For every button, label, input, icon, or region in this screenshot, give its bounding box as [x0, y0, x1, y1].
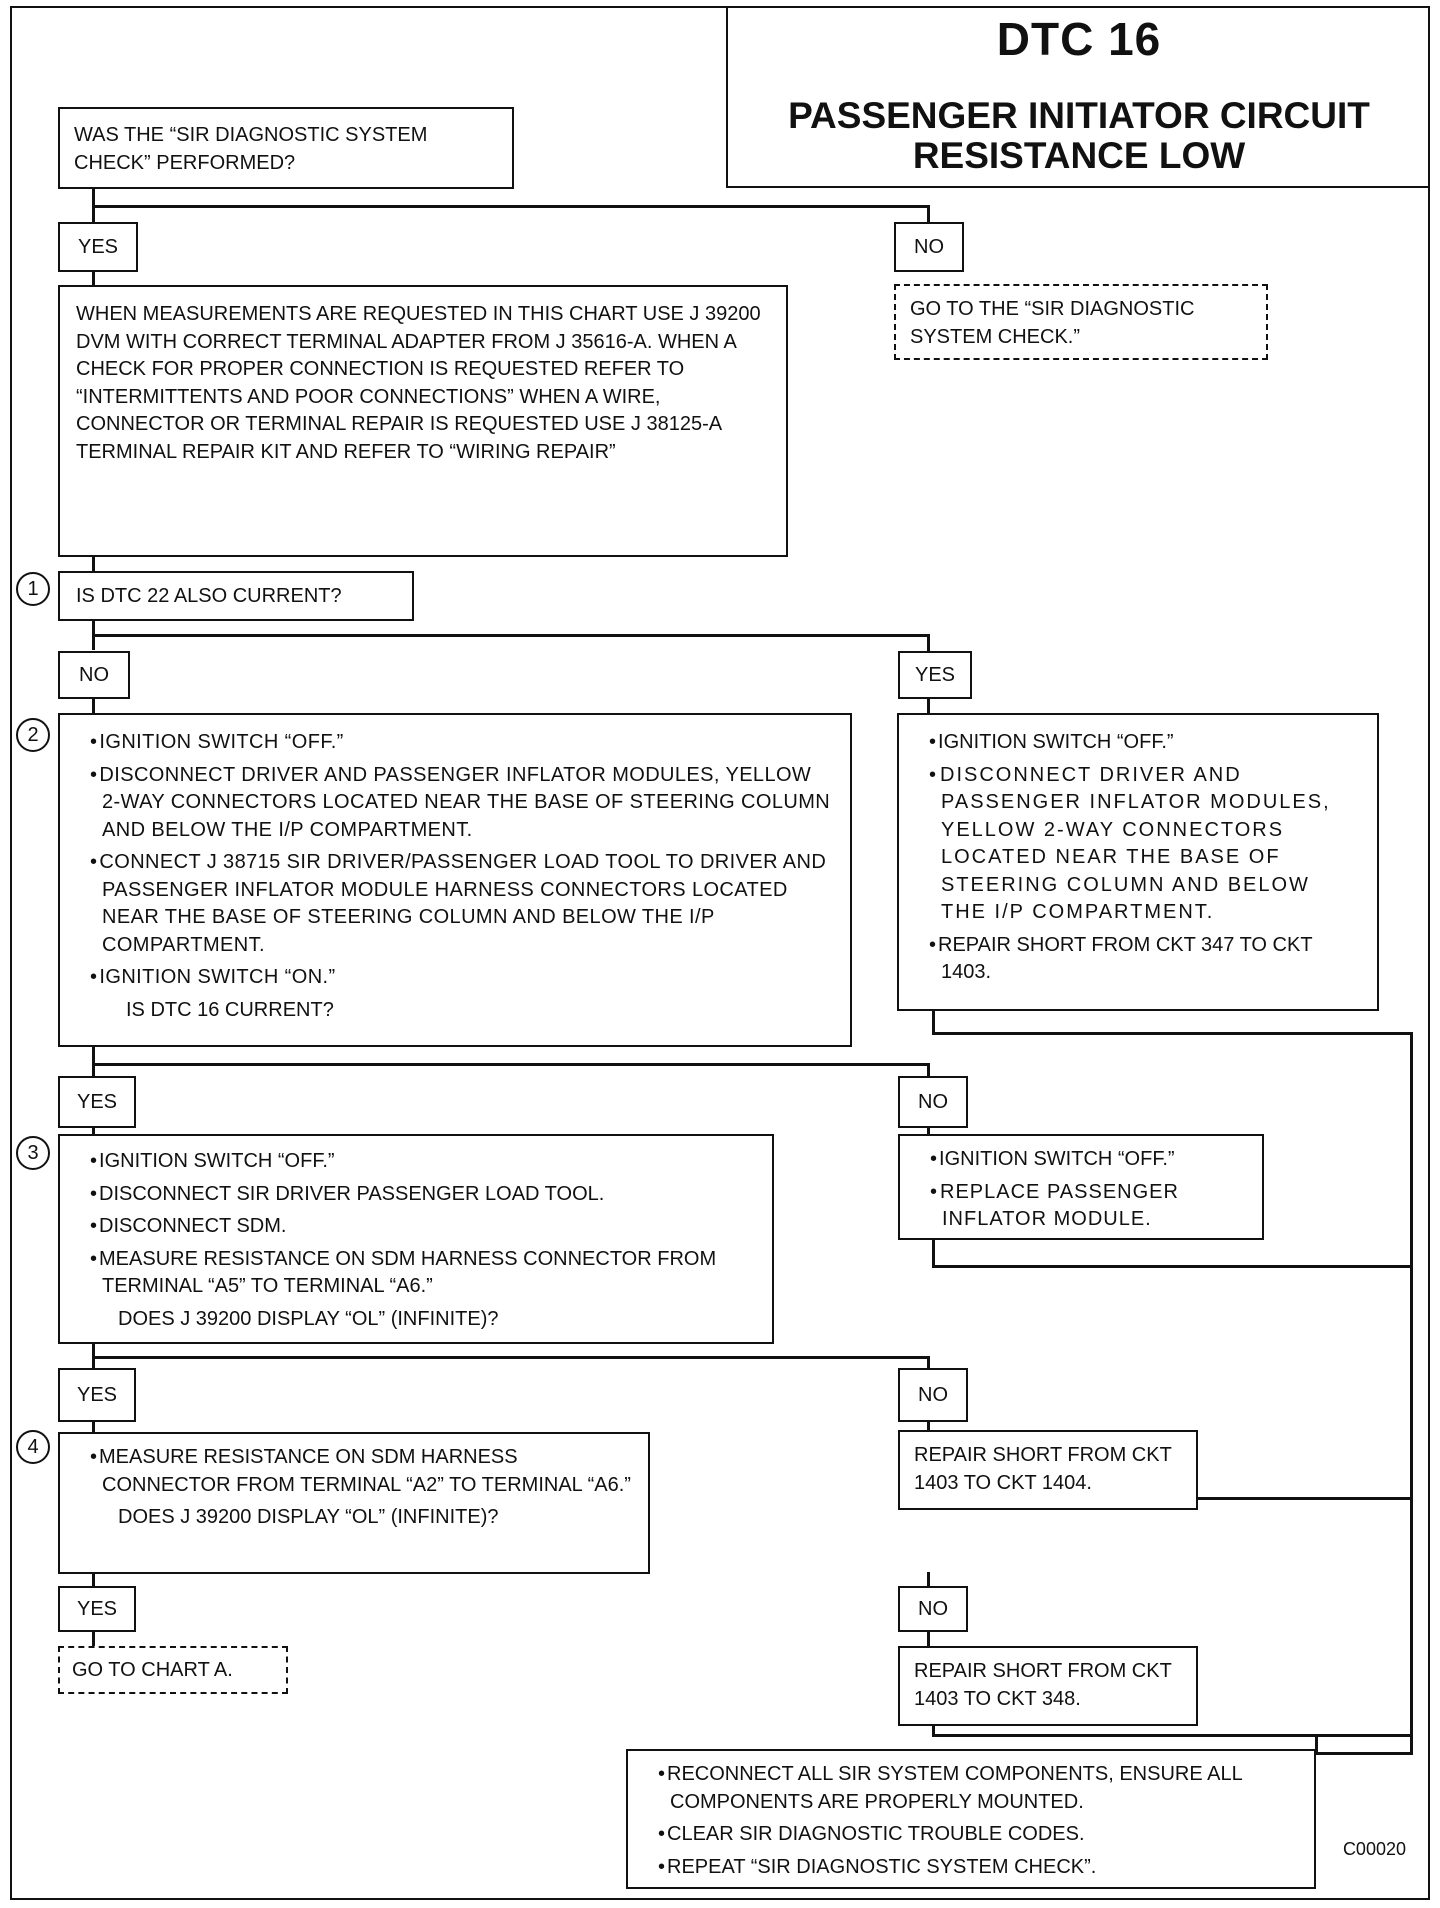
- step2-question: IS DTC 16 CURRENT?: [126, 998, 334, 1021]
- step4-no-text: REPAIR SHORT FROM CKT 1403 TO CKT 348.: [914, 1660, 1172, 1710]
- step3-box: [58, 1134, 774, 1344]
- step2-bullet: • IGNITION SWITCH “ON.”: [88, 964, 832, 992]
- connector-line: [927, 1630, 930, 1646]
- start-question: WAS THE “SIR DIAGNOSTIC SYSTEM CHECK” PERFORMED?: [74, 124, 428, 174]
- step1-question-box: [58, 571, 414, 621]
- step4-no-label: NO: [898, 1586, 968, 1632]
- connector-line: [92, 697, 95, 713]
- start-no-label: NO: [894, 222, 964, 272]
- return-bus-line: [932, 1032, 1413, 1035]
- connector-line: [92, 556, 95, 572]
- step-number-4: 4: [16, 1430, 50, 1464]
- step1-question: IS DTC 22 ALSO CURRENT?: [76, 585, 342, 607]
- step4-yes-label: YES: [58, 1586, 136, 1632]
- step3-no-box: [898, 1430, 1198, 1510]
- step4-bullet: • MEASURE RESISTANCE ON SDM HARNESS CONNECTOR FROM TERMINAL “A2” TO TERMINAL “A6.”: [88, 1444, 636, 1499]
- connector-line: [927, 1572, 930, 1586]
- step-number-3: 3: [16, 1136, 50, 1170]
- step3-no-label: NO: [898, 1368, 968, 1422]
- connector-line: [92, 205, 930, 208]
- goto-system-check-box: [894, 284, 1268, 360]
- start-question-box: [58, 107, 514, 189]
- return-bus-line: [932, 1008, 935, 1035]
- step-number-2: 2: [16, 718, 50, 752]
- connector-line: [927, 697, 930, 713]
- step3-question: DOES J 39200 DISPLAY “OL” (INFINITE)?: [118, 1307, 499, 1330]
- step3-bullets: [88, 1148, 758, 1301]
- connector-line: [927, 205, 930, 223]
- step3-bullet: • MEASURE RESISTANCE ON SDM HARNESS CONNECTOR FROM TERMINAL “A5” TO TERMINAL “A6.”: [88, 1246, 758, 1301]
- connector-line: [92, 634, 930, 637]
- step2-bullet: • IGNITION SWITCH “OFF.”: [88, 729, 832, 757]
- connector-line: [92, 1630, 95, 1646]
- final-box: [626, 1749, 1316, 1889]
- step4-box: [58, 1432, 650, 1574]
- step3-bullet: • IGNITION SWITCH “OFF.”: [88, 1148, 758, 1176]
- step3-no-text: REPAIR SHORT FROM CKT 1403 TO CKT 1404.: [914, 1444, 1172, 1494]
- goto-system-check-text: GO TO THE “SIR DIAGNOSTIC SYSTEM CHECK.”: [910, 298, 1195, 348]
- final-bullet: • REPEAT “SIR DIAGNOSTIC SYSTEM CHECK”.: [656, 1854, 1300, 1882]
- page-title: DTC 16: [996, 13, 1162, 65]
- start-yes-label: YES: [58, 222, 138, 272]
- return-bus-line: [932, 1265, 1413, 1268]
- step2-bullets: [88, 729, 832, 992]
- return-bus-line: [1315, 1752, 1413, 1755]
- step2-box: [58, 713, 852, 1047]
- connector-line: [92, 1063, 930, 1066]
- step-number-1: 1: [16, 572, 50, 606]
- connector-line: [92, 1045, 95, 1077]
- return-bus-line: [932, 1236, 935, 1266]
- return-bus-line: [1410, 1032, 1413, 1754]
- connector-line: [92, 1356, 930, 1359]
- step4-bullets: [88, 1444, 636, 1499]
- step2-no-box: [898, 1134, 1264, 1240]
- goto-chart-a-box: [58, 1646, 288, 1694]
- dtc22-yes-box: [897, 713, 1379, 1011]
- step1-no-label: NO: [58, 651, 130, 699]
- step1-yes-label: YES: [898, 651, 972, 699]
- dtc22-yes-bullet: • IGNITION SWITCH “OFF.”: [927, 729, 1361, 757]
- step2-no-bullet: • REPLACE PASSENGER INFLATOR MODULE.: [928, 1179, 1248, 1234]
- page-subtitle: PASSENGER INITIATOR CIRCUIT RESISTANCE LOW: [788, 95, 1370, 176]
- return-bus-line: [932, 1734, 1413, 1737]
- step2-yes-label: YES: [58, 1076, 136, 1128]
- goto-chart-a-text: GO TO CHART A.: [72, 1659, 233, 1681]
- instructions-box: [58, 285, 788, 557]
- title-block: [726, 6, 1430, 188]
- step3-yes-label: YES: [58, 1368, 136, 1422]
- dtc22-yes-bullet: • DISCONNECT DRIVER AND PASSENGER INFLATOR MODULES, YELLOW 2-WAY CONNECTORS LOCATED NEAR THE BASE OF STEERING COLUMN AND BELOW THE I/P COMPARTMENT.: [927, 762, 1361, 927]
- step2-bullet: • CONNECT J 38715 SIR DRIVER/PASSENGER LOAD TOOL TO DRIVER AND PASSENGER INFLATOR MODULE HARNESS CONNECTORS LOCATED NEAR THE BASE OF STEERING COLUMN AND BELOW THE I/P COMPARTMENT.: [88, 849, 832, 959]
- connector-line: [927, 634, 930, 652]
- step2-no-bullets: [928, 1146, 1248, 1234]
- final-bullet: • CLEAR SIR DIAGNOSTIC TROUBLE CODES.: [656, 1821, 1300, 1849]
- connector-line: [92, 270, 95, 286]
- final-bullet: • RECONNECT ALL SIR SYSTEM COMPONENTS, ENSURE ALL COMPONENTS ARE PROPERLY MOUNTED.: [656, 1761, 1300, 1816]
- dtc22-yes-bullet: • REPAIR SHORT FROM CKT 347 TO CKT 1403.: [927, 932, 1361, 987]
- figure-code: C00020: [1342, 1839, 1406, 1859]
- step3-bullet: • DISCONNECT SIR DRIVER PASSENGER LOAD TOOL.: [88, 1181, 758, 1209]
- step4-no-box: [898, 1646, 1198, 1726]
- dtc22-yes-bullets: [927, 729, 1361, 987]
- connector-line: [92, 1572, 95, 1586]
- step2-bullet: • DISCONNECT DRIVER AND PASSENGER INFLATOR MODULES, YELLOW 2-WAY CONNECTORS LOCATED NEAR THE BASE OF STEERING COLUMN AND BELOW THE I/P COMPARTMENT.: [88, 762, 832, 845]
- instructions-text: WHEN MEASUREMENTS ARE REQUESTED IN THIS CHART USE J 39200 DVM WITH CORRECT TERMINAL ADAPTER FROM J 35616-A. WHEN A CHECK FOR PROPER CONNECTION IS REQUESTED REFER TO “INTERMITTENTS AND POOR CONNECTIONS” WHEN A WIRE, CONNECTOR OR TERMINAL REPAIR IS REQUESTED USE J 38125-A TERMINAL REPAIR KIT AND REFER TO “WIRING REPAIR”: [76, 303, 761, 463]
- step2-no-bullet: • IGNITION SWITCH “OFF.”: [928, 1146, 1248, 1174]
- step2-no-label: NO: [898, 1076, 968, 1128]
- step3-bullet: • DISCONNECT SDM.: [88, 1213, 758, 1241]
- final-bullets: [656, 1761, 1300, 1881]
- step4-question: DOES J 39200 DISPLAY “OL” (INFINITE)?: [118, 1506, 499, 1528]
